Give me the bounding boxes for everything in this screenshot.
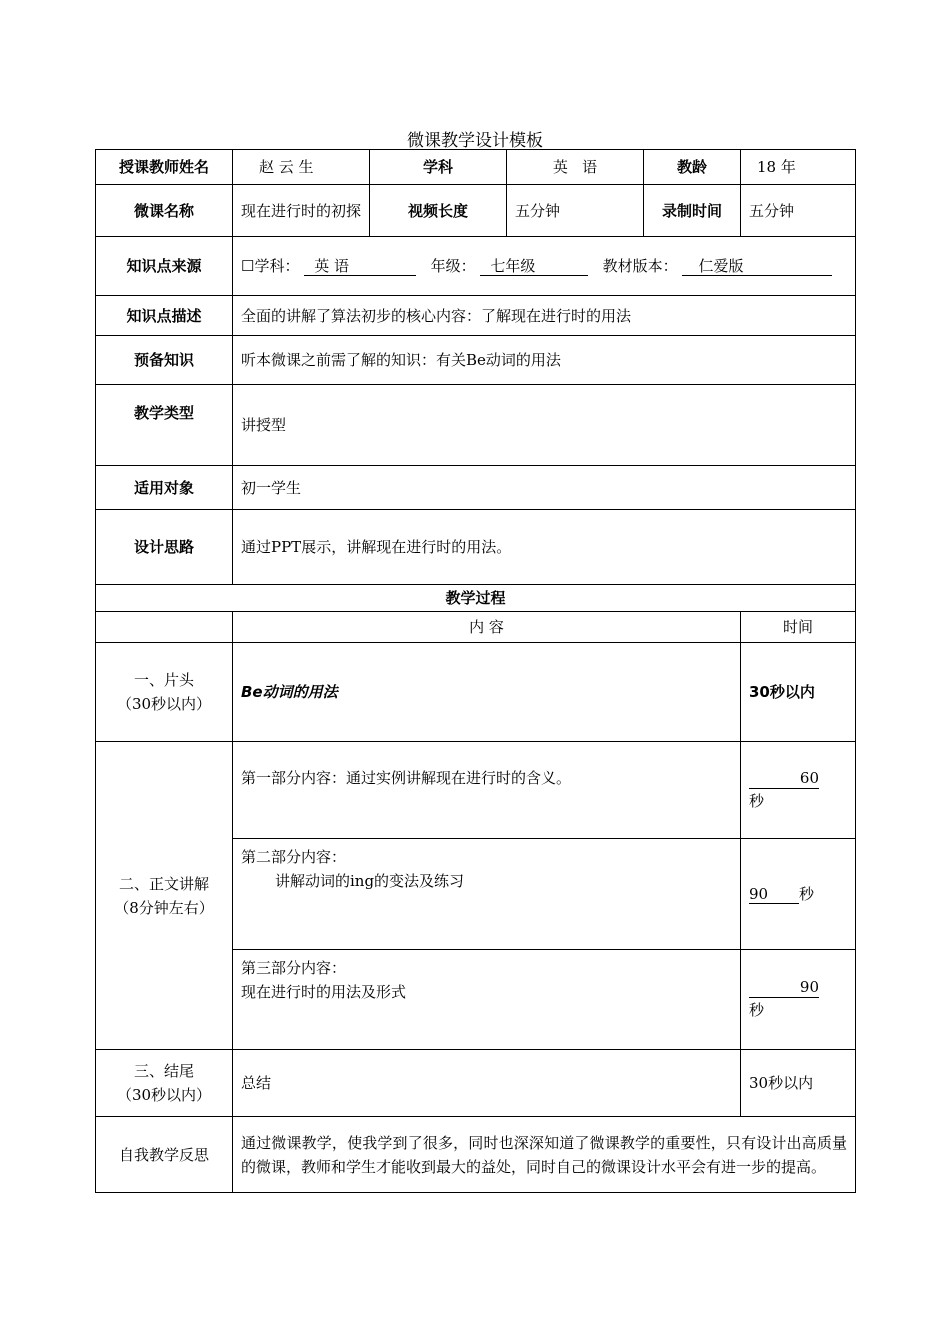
description-row [96,296,856,336]
body-part-1-line1: 第一部分内容：通过实例讲解现在进行时的含义。 [241,769,572,787]
body-part-1-time-num: 60 [749,768,819,789]
ending-stage [96,1050,233,1117]
body-part-2-line2: 讲解动词的ing的变法及练习 [275,872,465,890]
info-row-2 [96,185,856,237]
prereq-label: 预备知识 [96,336,233,385]
reflection-row [96,1117,856,1193]
body-part-1-time [741,742,856,839]
design-value: 通过PPT展示，讲解现在进行时的用法。 [233,510,856,585]
source-grade: 七年级 [480,257,588,276]
ending-name: 三、结尾 [133,1062,194,1080]
ending-time: 30秒以内 [741,1050,856,1117]
body-part-2-time-unit: 秒 [799,885,815,903]
process-header: 教学过程 [96,585,856,612]
opening-content: Be动词的用法 [233,643,741,742]
process-columns-row [96,612,856,643]
page-title: 微课教学设计模板 [407,131,543,151]
body-part-3-line2: 现在进行时的用法及形式 [241,983,407,1001]
content-header: 内 容 [233,612,741,643]
audience-row [96,466,856,510]
video-value: 五分钟 [507,185,644,237]
ending-content: 总结 [233,1050,741,1117]
subject-label: 学科 [370,150,507,185]
age-value: 18 年 [741,150,856,185]
process-header-row [96,585,856,612]
audience-value: 初一学生 [233,466,856,510]
type-value: 讲授型 [233,385,856,466]
source-value [233,237,856,296]
description-value: 全面的讲解了算法初步的核心内容：了解现在进行时的用法 [233,296,856,336]
body-stage [96,742,233,1050]
ending-limit: （30秒以内） [116,1086,212,1104]
prereq-value: 听本微课之前需了解的知识：有关Be动词的用法 [233,336,856,385]
opening-name: 一、片头 [133,671,194,689]
body-part-1-time-unit: 秒 [749,791,765,810]
opening-row [96,643,856,742]
opening-limit: （30秒以内） [116,695,212,713]
body-part-3-time-unit: 秒 [749,1001,765,1019]
video-label: 视频长度 [370,185,507,237]
lesson-design-table [95,149,856,1193]
body-part-3-time [741,950,856,1050]
body-part-2-content [233,839,741,950]
audience-label: 适用对象 [96,466,233,510]
source-row [96,237,856,296]
source-edition-prefix: 教材版本： [602,257,678,275]
teacher-label: 授课教师姓名 [96,150,233,185]
body-part-3-line1: 第三部分内容： [241,959,347,977]
body-name: 二、正文讲解 [118,874,209,893]
description-label: 知识点描述 [96,296,233,336]
reflection-label: 自我教学反思 [96,1117,233,1193]
body-part-2-time [741,839,856,950]
design-row [96,510,856,585]
opening-time: 30秒以内 [741,643,856,742]
body-part-2-time-num: 90 [749,885,799,904]
body-part-3-content [233,950,741,1050]
source-label: 知识点来源 [96,237,233,296]
info-row-1 [96,150,856,185]
record-label: 录制时间 [644,185,741,237]
record-value: 五分钟 [741,185,856,237]
reflection-value: 通过微课教学，使我学到了很多，同时也深深知道了微课教学的重要性，只有设计出高质量的微课，教师和学生才能收到最大的益处，同时自己的微课设计水平会有进一步的提高。 [233,1117,856,1193]
time-header: 时间 [741,612,856,643]
body-part-2-line1: 第二部分内容： [241,848,347,866]
body-limit: （8分钟左右） [114,898,214,917]
age-label: 教龄 [644,150,741,185]
type-row [96,385,856,466]
source-grade-prefix: 年级： [430,257,476,275]
source-subject: 英 语 [304,257,416,276]
design-label: 设计思路 [96,510,233,585]
body-part-3-time-num: 90 [749,977,819,998]
type-label: 教学类型 [96,385,233,466]
course-value: 现在进行时的初探 [233,185,370,237]
source-edition: 仁爱版 [682,257,832,276]
body-part-1-content [233,742,741,839]
checkbox-icon: ☐ [241,257,255,275]
process-empty-cell [96,612,233,643]
prereq-row [96,336,856,385]
teacher-value: 赵 云 生 [233,150,370,185]
ending-row [96,1050,856,1117]
subject-value: 英 语 [507,150,644,185]
opening-stage [96,643,233,742]
source-subject-prefix: 学科： [254,257,300,275]
body-part-1-row [96,742,856,839]
course-label: 微课名称 [96,185,233,237]
